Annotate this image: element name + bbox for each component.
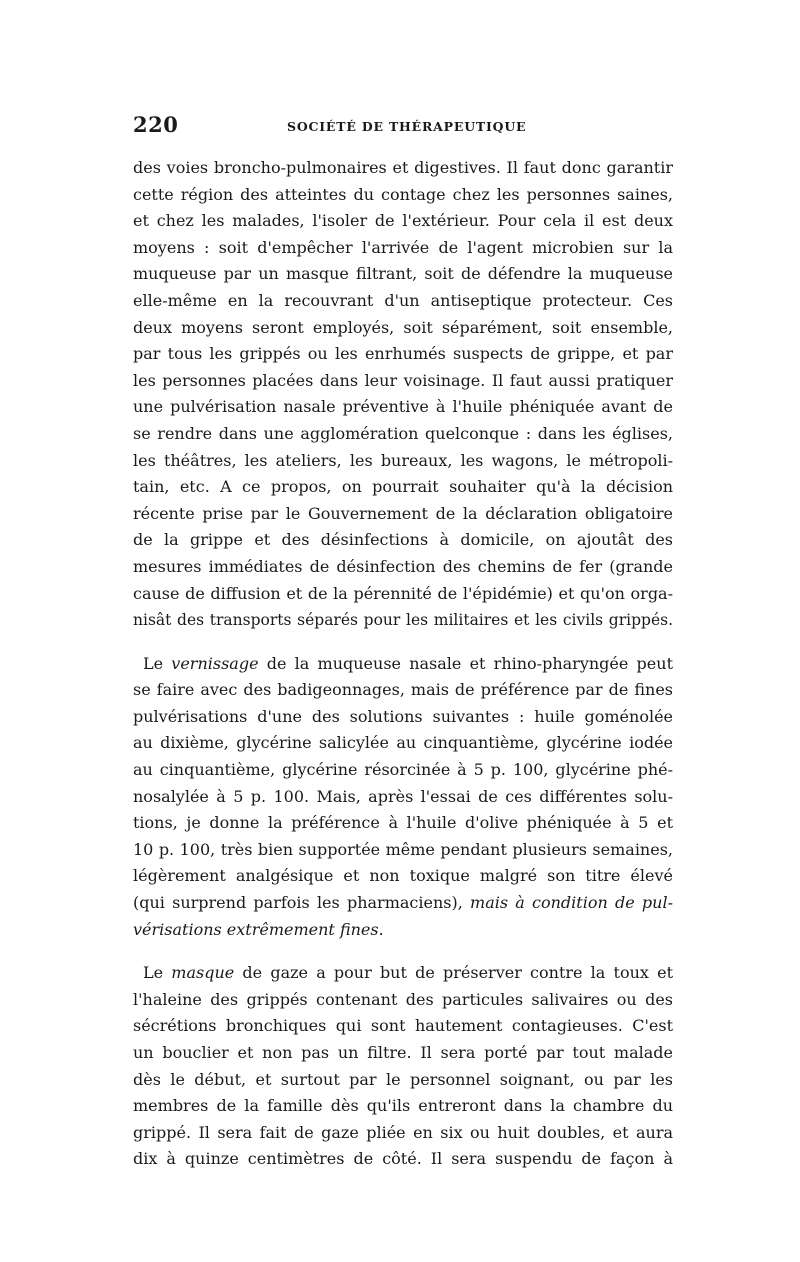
text-run: Le [143,653,172,673]
text-line: récente prise par le Gouvernement de la déclaration obligatoire [133,503,673,523]
text-run: de la muqueuse nasale et rhino-pharyngée peut [258,653,673,673]
text-run: Le [143,963,172,983]
text-line: un bouclier et non pas un filtre. Il sera porté par tout malade [133,1043,673,1062]
text-line: tions, je donne la préférence à l'huile d'olive phéniquée à 5 et [133,813,673,833]
text-line [133,651,673,678]
text-run: de gaze a pour but de préserver contre la toux et [234,963,673,983]
page-number: 220 [133,112,179,137]
text-line: membres de la famille dès qu'ils entreront dans la chambre du [133,1096,673,1116]
text-line: mesures immédiates de désinfection des chemins de fer (grande [133,556,673,576]
text-line: des voies broncho-pulmonaires et digestives. Il faut donc garantir [133,158,673,177]
text-line: nosalylée à 5 p. 100. Mais, après l'essai de ces différentes solu- [133,786,673,806]
text-line: nisât des transports séparés pour les militaires et les civils grippés. [133,611,673,630]
italic-phrase: mais à condition de pul- [470,893,673,913]
text-run: . [378,919,384,939]
paragraph-3 [133,960,673,1173]
text-run: (qui surprend parfois les pharmaciens), [133,893,471,913]
text-line: par tous les grippés ou les enrhumés suspects de grippe, et par [133,344,673,364]
text-line: les théâtres, les ateliers, les bureaux, les wagons, le métropoli- [133,450,673,470]
text-line: 10 p. 100, très bien supportée même pendant plusieurs semaines, [133,839,673,859]
text-line: moyens : soit d'empêcher l'arrivée de l'agent microbien sur la [133,237,673,257]
text-line: tain, etc. A ce propos, on pourrait souhaiter qu'à la décision [133,477,673,497]
text-line: muqueuse par un masque filtrant, soit de défendre la muqueuse [133,264,673,284]
text-line: une pulvérisation nasale préventive à l'huile phéniquée avant de [133,397,673,417]
italic-term: masque [171,963,235,983]
paragraph-2 [133,651,673,944]
text-line [133,917,673,944]
text-line: dès le début, et surtout par le personnel soignant, ou par les [133,1069,673,1089]
text-line: deux moyens seront employés, soit séparément, soit ensemble, [133,317,673,337]
text-line: l'haleine des grippés contenant des particules salivaires ou des [133,989,673,1009]
text-line: grippé. Il sera fait de gaze pliée en six ou huit doubles, et aura [133,1122,673,1142]
text-line: cause de diffusion et de la pérennité de l'épidémie) et qu'on orga- [133,583,673,603]
paragraph-1 [133,155,673,634]
text-line: se rendre dans une agglomération quelconque : dans les églises, [133,423,673,443]
text-line: cette région des atteintes du contage chez les personnes saines, [133,184,673,204]
running-head: SOCIÉTÉ DE THÉRAPEUTIQUE [287,119,527,134]
text-line: de la grippe et des désinfections à domicile, on ajoutât des [133,530,673,550]
page-header [133,112,673,146]
text-line: et chez les malades, l'isoler de l'extérieur. Pour cela il est deux [133,211,673,231]
text-line: elle-même en la recouvrant d'un antiseptique protecteur. Ces [133,290,673,310]
text-line: pulvérisations d'une des solutions suivantes : huile goménolée [133,706,673,726]
text-line: les personnes placées dans leur voisinage. Il faut aussi pratiquer [133,370,673,390]
text-line: légèrement analgésique et non toxique malgré son titre élevé [133,866,673,886]
italic-term: vernissage [171,653,259,673]
text-line [133,890,673,917]
italic-phrase: vérisations extrêmement fines [133,919,379,939]
body-text [133,155,673,1173]
text-line: au cinquantième, glycérine résorcinée à 5 p. 100, glycérine phé- [133,760,673,780]
text-line: au dixième, glycérine salicylée au cinquantième, glycérine iodée [133,733,673,753]
text-line: dix à quinze centimètres de côté. Il sera suspendu de façon à [133,1149,673,1169]
text-line: se faire avec des badigeonnages, mais de préférence par de fines [133,680,673,700]
text-line: sécrétions bronchiques qui sont hautement contagieuses. C'est [133,1016,673,1036]
text-line [133,960,673,987]
